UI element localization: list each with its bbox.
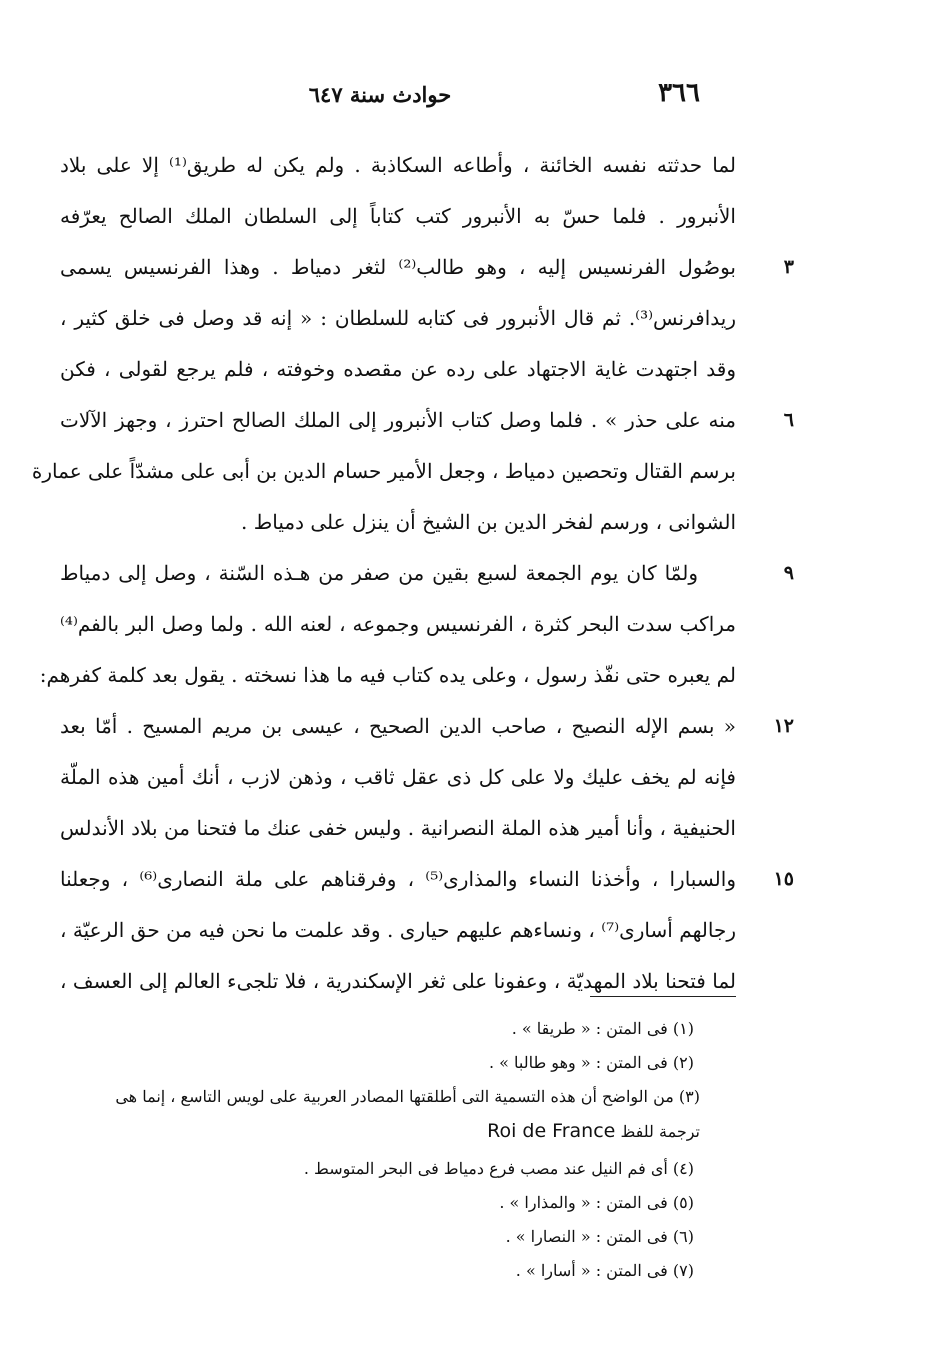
text-line — [60, 854, 794, 905]
footnote: (٥) فى المتن : « والمذارا » . — [499, 1193, 694, 1212]
footnote: (٧) فى المتن : « أسارا » . — [515, 1261, 694, 1280]
line-text: فإنه لم يخف عليك ولا على كل ذى عقل ثاقب ، وذهن لازب ، أنك أمين هذه الملّة — [60, 765, 736, 789]
line-text: مراكب سدت البحر كثرة ، الفرنسيس وجموعه ، لعنه الله . ولما وصل البر بالفم⁽⁴⁾ — [60, 612, 736, 636]
text-line — [60, 140, 736, 191]
text-line — [60, 395, 794, 446]
text-line — [60, 599, 736, 650]
main-text — [31, 140, 794, 1007]
text-line — [60, 293, 736, 344]
line-text: وقد اجتهدت غاية الاجتهاد على رده عن مقصده وخوفته ، فلم يرجع لقولى ، فكن — [60, 357, 736, 381]
text-line — [60, 803, 736, 854]
line-text: الشوانى ، ورسم لفخر الدين بن الشيخ أن ينزل على دمياط . — [241, 510, 736, 534]
text-line — [60, 752, 736, 803]
text-line — [60, 344, 736, 395]
text-line — [60, 701, 794, 752]
line-text: والسبارا ، وأخذنا النساء والمذارى⁽⁵⁾ ، وفرقناهم على ملة النصارى⁽⁶⁾ ، وجعلنا — [60, 867, 736, 891]
running-title: حوادث سنة ٦٤٧ — [308, 82, 452, 107]
text-line — [39, 650, 736, 701]
line-number: ٣ — [783, 256, 794, 278]
footnote: (١) فى المتن : « طريقا » . — [511, 1019, 694, 1038]
page-header — [60, 78, 700, 118]
text-line — [60, 905, 736, 956]
line-number: ١٥ — [773, 868, 794, 890]
line-text: بوصُول الفرنسيس إليه ، وهو طالب⁽²⁾ لثغر دمياط . وهذا الفرنسيس يسمى — [60, 255, 736, 279]
text-line — [60, 242, 794, 293]
line-text: لما حدثته نفسه الخائنة ، وأطاعه السكاذبة . ولم يكن له طريق⁽¹⁾ إلا على بلاد — [60, 153, 736, 177]
line-text: منه على حذر » . فلما وصل كتاب الأنبرور إلى الملك الصالح احترز ، وجهز الآلات — [60, 408, 736, 432]
line-number: ٦ — [783, 409, 794, 431]
line-text: الحنيفية ، وأنا أمير هذه الملة النصرانية . وليس خفى عنك ما فتحنا من بلاد الأندلس — [60, 816, 736, 840]
footnote: (٦) فى المتن : « النصارا » . — [505, 1227, 694, 1246]
footnote-continuation — [60, 1114, 700, 1152]
footnote: (٤) أى فم النيل عند مصب فرع دمياط فى البحر المتوسط . — [303, 1159, 694, 1178]
line-text: لم يعبره حتى نفّذ رسول ، وعلى يده كتاب فيه ما هذا نسخته . يقول بعد كلمة كفرهم: — [39, 663, 736, 687]
text-line — [60, 497, 736, 548]
line-text: « بسم الإله النصيح ، صاحب الدين الصحيح ، عيسى بن مريم المسيح . أمّا بعد — [60, 714, 736, 738]
footnote-separator — [590, 996, 736, 997]
text-line — [60, 548, 794, 599]
footnote: (٣) من الواضح أن هذه التسمية التى أطلقتها المصادر العربية على لويس التاسع ، إنما هى — [115, 1087, 700, 1106]
line-text: لما فتحنا بلاد المهديّة ، وعفونا على ثغر الإسكندرية ، فلا تلجىء العالم إلى العسف ، — [60, 969, 736, 993]
page-number: ٣٦٦ — [658, 78, 700, 108]
text-line — [60, 191, 736, 242]
footnote: (٢) فى المتن : « وهو طالبا » . — [488, 1053, 694, 1072]
text-line — [31, 446, 736, 497]
line-number: ٩ — [783, 562, 794, 584]
footnote-continuation-text: ترجمة للفظ — [620, 1122, 700, 1141]
footnote-latin-term: Roi de France — [487, 1120, 616, 1142]
line-text: ولمّا كان يوم الجمعة لسبع بقين من صفر من هـذه السّنة ، وصل إلى دمياط — [60, 561, 698, 585]
text-line — [60, 956, 736, 1007]
line-number: ١٢ — [773, 715, 794, 737]
line-text: ريدافرنس⁽³⁾. ثم قال الأنبرور فى كتابه للسلطان : « إنه قد وصل فى خلق كثير ، — [60, 306, 736, 330]
line-text: برسم القتال وتحصين دمياط ، وجعل الأمير حسام الدين بن أبى على مشدّاً على عمارة — [31, 459, 736, 483]
footnotes — [60, 1012, 700, 1288]
line-text: رجالهم أسارى⁽⁷⁾ ، ونساءهم عليهم حيارى . وقد علمت ما نحن فيه من حق الرعيّة ، — [60, 918, 737, 942]
line-text: الأنبرور . فلما حسّ به الأنبرور كتب كتاباً إلى السلطان الملك الصالح يعرّفه — [60, 204, 736, 228]
